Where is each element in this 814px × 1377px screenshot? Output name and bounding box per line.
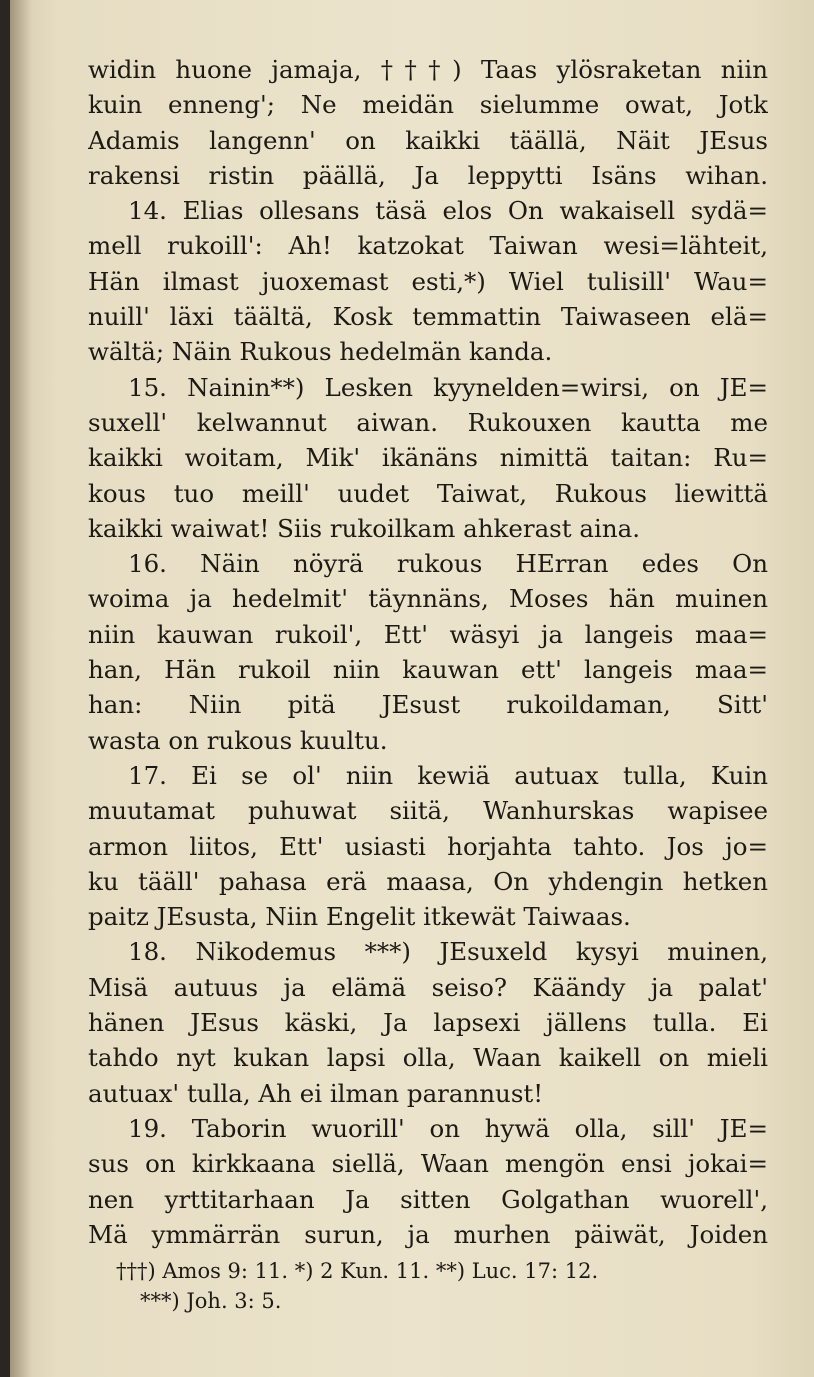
text-line: Hän ilmast juoxemast esti,*) Wiel tulisill' Wau=	[88, 266, 768, 296]
text-line: 15. Nainin**) Lesken kyynelden=wirsi, on JE=	[128, 372, 768, 402]
text-line: nen yrttitarhaan Ja sitten Golgathan wuorell',	[88, 1184, 768, 1214]
footnote-line: †††) Amos 9: 11. *) 2 Kun. 11. **) Luc. 17: 12.	[116, 1259, 599, 1284]
text-line: kaikki woitam, Mik' ikänäns nimittä taitan: Ru=	[88, 443, 768, 473]
text-line: han: Niin pitä JEsust rukoildaman, Sitt'	[88, 690, 768, 720]
footnote-line: ***) Joh. 3: 5.	[140, 1289, 282, 1314]
text-line: 16. Näin nöyrä rukous HErran edes On	[128, 549, 768, 579]
page-text	[88, 52, 768, 1316]
text-line: 19. Taborin wuorill' on hywä olla, sill' JE=	[128, 1113, 768, 1143]
text-line: wältä; Näin Rukous hedelmän kanda.	[88, 337, 553, 367]
text-line: Misä autuus ja elämä seiso? Käändy ja palat'	[88, 972, 768, 1002]
text-line: paitz JEsusta, Niin Engelit itkewät Taiwaas.	[88, 902, 631, 932]
text-line: 14. Elias ollesans täsä elos On wakaisell sydä=	[128, 196, 768, 226]
page-gutter-shadow	[10, 0, 32, 1377]
text-line: kous tuo meill' uudet Taiwat, Rukous liewittä	[88, 478, 768, 508]
text-line: mell rukoill': Ah! katzokat Taiwan wesi=lähteit,	[88, 231, 768, 261]
text-line: widin huone jamaja, †††) Taas ylösraketan niin	[88, 55, 768, 84]
text-line: Mä ymmärrän surun, ja murhen päiwät, Joiden	[88, 1219, 768, 1249]
text-line: Adamis langenn' on kaikki täällä, Näit JEsus	[88, 125, 768, 155]
text-line: nuill' läxi täältä, Kosk temmattin Taiwaseen elä=	[88, 302, 768, 332]
text-line: 17. Ei se ol' niin kewiä autuax tulla, Kuin	[128, 760, 768, 790]
text-line: tahdo nyt kukan lapsi olla, Waan kaikell on mieli	[88, 1043, 768, 1073]
text-line: woima ja hedelmit' täynnäns, Moses hän muinen	[88, 584, 768, 614]
text-line: muutamat puhuwat siitä, Wanhurskas wapisee	[88, 796, 768, 826]
text-line: kuin enneng'; Ne meidän sielumme owat, Jotk	[88, 90, 768, 120]
text-line: armon liitos, Ett' usiasti horjahta tahto. Jos jo=	[88, 831, 768, 861]
text-line: hänen JEsus käski, Ja lapsexi jällens tulla. Ei	[88, 1008, 768, 1038]
text-line: autuax' tulla, Ah ei ilman parannust!	[88, 1078, 544, 1108]
text-line: sus on kirkkaana siellä, Waan mengön ensi jokai=	[88, 1149, 768, 1179]
text-line: ku tääll' pahasa erä maasa, On yhdengin hetken	[88, 866, 768, 896]
text-line: 18. Nikodemus ***) JEsuxeld kysyi muinen,	[128, 937, 768, 967]
book-page	[10, 0, 814, 1377]
text-line: han, Hän rukoil niin kauwan ett' langeis maa=	[88, 655, 768, 685]
text-line: niin kauwan rukoil', Ett' wäsyi ja langeis maa=	[88, 619, 768, 649]
text-line: suxell' kelwannut aiwan. Rukouxen kautta me	[88, 407, 768, 437]
text-line: kaikki waiwat! Siis rukoilkam ahkerast aina.	[88, 513, 640, 543]
text-line: wasta on rukous kuultu.	[88, 725, 388, 755]
text-line: rakensi ristin päällä, Ja leppytti Isäns wihan.	[88, 160, 768, 190]
